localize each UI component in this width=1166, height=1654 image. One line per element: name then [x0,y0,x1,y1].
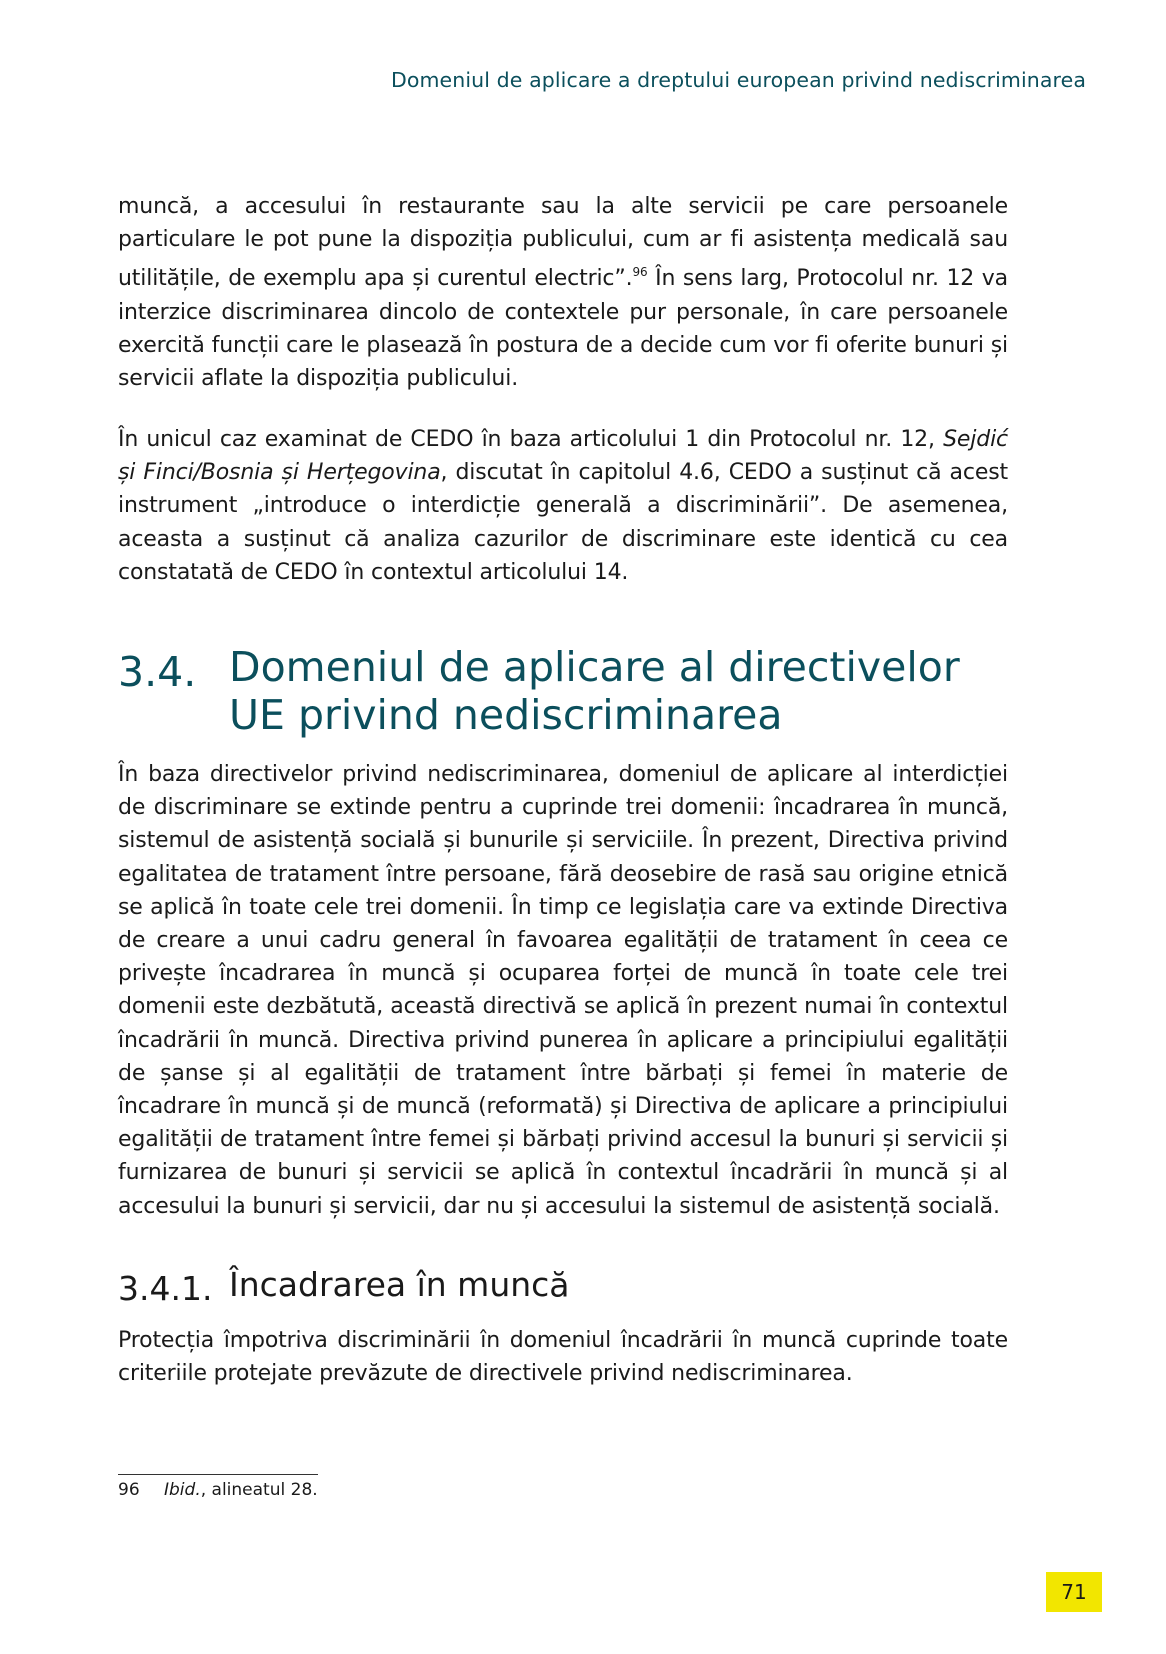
footnote [118,1480,318,1500]
case-name: Sejdić și Finci/Bosnia și Herțegovina [118,427,1008,486]
running-header: Domeniul de aplicare a dreptului european privind nediscriminarea [390,68,1086,92]
paragraph-text: , discutat în capitolul 4.6, CEDO a susținut că acest instrument „introduce o interdicție generală a discriminării”. De asemenea, aceasta a susținut că analiza cazurilor de discriminare este identică cu cea constatată de CEDO în contextul articolului 14. [118,460,1008,585]
page-number: 71 [1046,1572,1102,1612]
paragraph-text: muncă, a accesului în restaurante sau la alte servicii pe care persoanele particulare le pot pune la dispoziția publicului, cum ar fi asistența medicală sau utilitățile, de exemplu apa și curentul electric”. [118,194,1008,292]
footnote-italic: Ibid. [164,1480,201,1500]
footnote-number: 96 [118,1480,140,1500]
paragraph: Protecția împotriva discriminării în domeniul încadrării în muncă cuprinde toate criteriile protejate prevăzute de directivele privind nediscriminarea. [118,1328,1008,1387]
subsection-number: 3.4.1. [118,1269,213,1308]
paragraph-text: În unicul caz examinat de CEDO în baza articolului 1 din Protocolul nr. 12, [118,427,944,452]
paragraph [118,423,1008,589]
paragraph [118,190,1008,395]
paragraph: În baza directivelor privind nediscriminarea, domeniul de aplicare al interdicției de discriminare se extinde pentru a cuprinde trei domenii: încadrarea în muncă, sistemul de asistență socială și bunurile și serviciile. În prezent, Directiva privind egalitatea de tratament între persoane, fără deosebire de rasă sau origine etnică se aplică în toate cele trei domenii. În timp ce legislația care va extinde Directiva de creare a unui cadru general în favoarea egalității de tratament în ceea ce privește încadrarea în muncă și ocuparea forței de muncă în toate cele trei domenii este dezbătută, această directivă se aplică în prezent numai în contextul încadrării în muncă. Directiva privind punerea în aplicare a principiului egalității de șanse și al egalității de tratament între bărbați și femei în materie de încadrare în muncă și de muncă (reformată) și Directiva de aplicare a principiului egalității de tratament între femei și bărbați privind accesul la bunuri și servicii și furnizarea de bunuri și servicii se aplică în contextul încadrării în muncă și al accesului la bunuri și servicii, dar nu și accesului la sistemul de asistență socială. [118,762,1008,1219]
paragraph-text: În sens larg, Protocolul nr. 12 va interzice discriminarea dincolo de contextele pur personale, în care persoanele exercită funcții care le plasează în postura de a decide cum vor fi oferite bunuri și servicii aflate la dispoziția publicului. [118,266,1008,392]
section-number: 3.4. [118,648,197,696]
footnote-divider [118,1474,318,1475]
footnote-reference[interactable]: 96 [632,265,648,280]
subsection-title: Încadrarea în muncă [229,1265,570,1304]
section-title: Domeniul de aplicare al directivelor UE privind nediscriminarea [229,643,960,739]
footnote-text: , alineatul 28. [200,1480,318,1500]
